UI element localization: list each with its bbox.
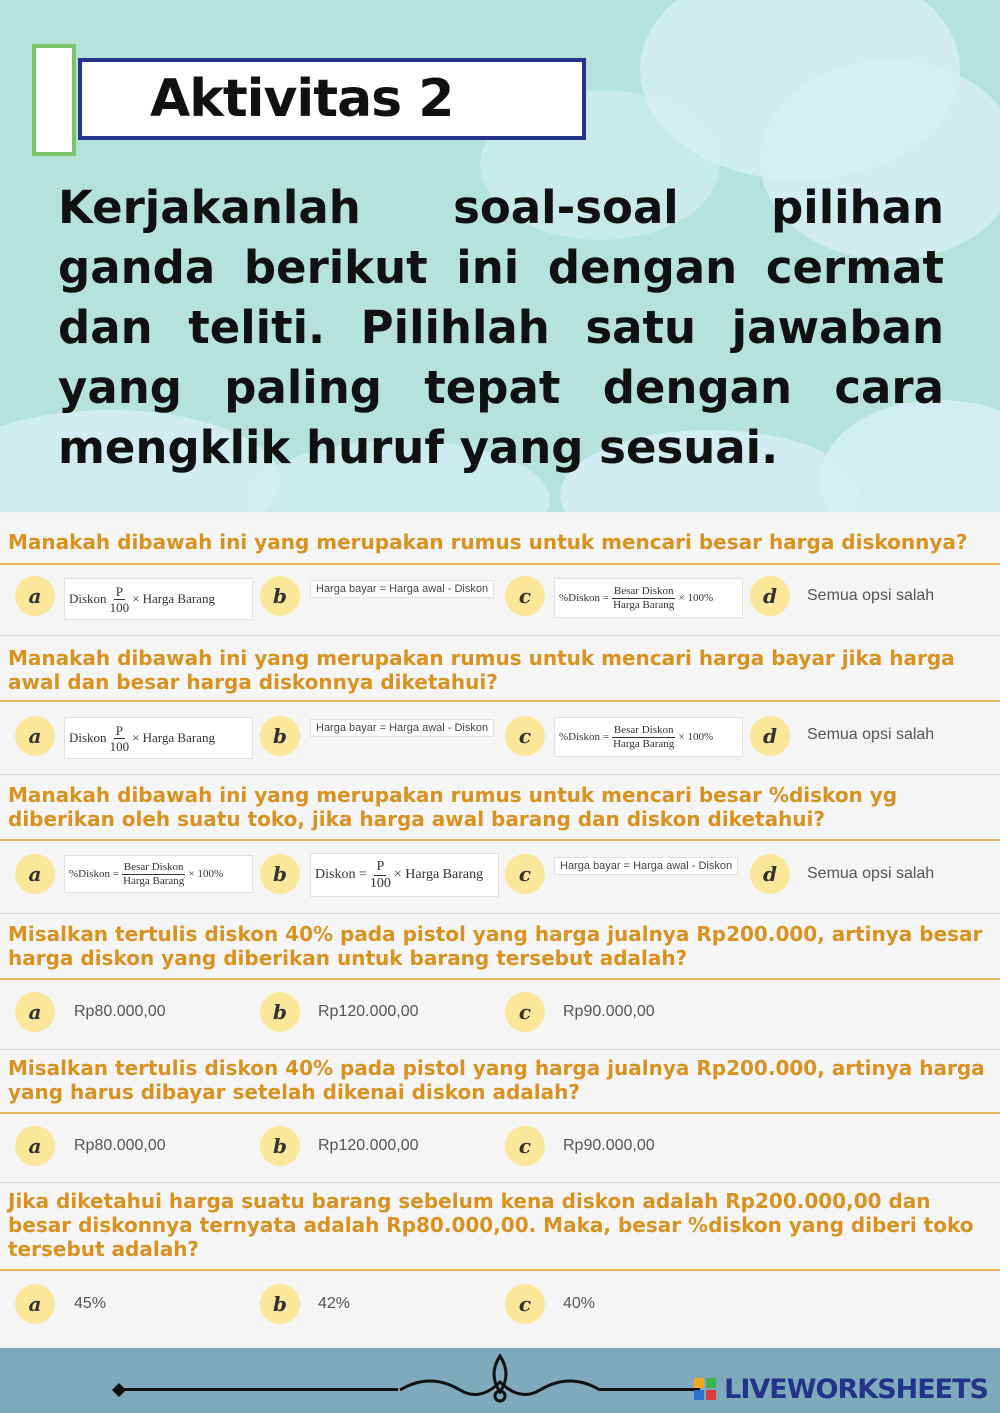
title-accent-frame (32, 44, 76, 156)
ornament-line-right (600, 1388, 700, 1391)
option-a-text: Rp80.000,00 (74, 1003, 166, 1020)
formula-part: Diskon (69, 730, 107, 745)
option-d-button[interactable]: d (750, 716, 790, 756)
option-a-button[interactable]: a (15, 1126, 55, 1166)
fraction (110, 724, 130, 753)
question-text: Manakah dibawah ini yang merupakan rumus untuk mencari besar harga diskonnya? (8, 530, 968, 554)
footer-banner (0, 1348, 1000, 1413)
formula-part: Diskon = (315, 867, 367, 882)
option-a-formula (64, 855, 253, 893)
option-c-text: Rp90.000,00 (563, 1137, 655, 1154)
fraction (110, 585, 130, 614)
title-box (78, 58, 586, 140)
option-a-formula (64, 717, 253, 759)
option-b-button[interactable]: b (260, 576, 300, 616)
question-2 (0, 636, 1000, 774)
formula-part: × Harga Barang (132, 730, 215, 745)
option-a-button[interactable]: a (15, 1284, 55, 1324)
option-c-formula (554, 578, 743, 618)
numerator: P (115, 583, 123, 599)
divider (0, 700, 1000, 702)
divider (0, 839, 1000, 841)
option-a-formula (64, 578, 253, 620)
option-b-button[interactable]: b (260, 854, 300, 894)
formula-part: %Diskon = (69, 868, 119, 880)
divider (0, 1269, 1000, 1271)
formula-part: × Harga Barang (132, 591, 215, 606)
header-banner (0, 0, 1000, 512)
option-c-button[interactable]: c (505, 854, 545, 894)
formula-part: × 100% (678, 731, 714, 743)
option-b-button[interactable]: b (260, 716, 300, 756)
option-a-button[interactable]: a (15, 716, 55, 756)
instruction-text: Kerjakanlah soal-soal pilihan ganda berikut ini dengan cermat dan teliti. Pilihlah satu jawaban yang paling tepat dengan cara mengklik huruf yang sesuai. (58, 181, 944, 474)
question-5 (0, 1050, 1000, 1182)
question-text: Misalkan tertulis diskon 40% pada pistol yang harga jualnya Rp200.000, artinya besar harga diskon yang diberikan untuk barang tersebut adalah? (8, 922, 983, 970)
divider (0, 978, 1000, 980)
option-b-button[interactable]: b (260, 1284, 300, 1324)
question-text: Manakah dibawah ini yang merupakan rumus untuk mencari besar %diskon yg diberikan oleh suatu toko, jika harga awal barang dan diskon diketahui? (8, 783, 898, 831)
option-d-text: Semua opsi salah (807, 587, 935, 604)
formula-part: %Diskon = (559, 731, 609, 743)
numerator: Besar Diskon (613, 723, 674, 736)
fraction (612, 586, 676, 611)
numerator: Besar Diskon (123, 860, 184, 873)
option-b-text: Rp120.000,00 (318, 1003, 419, 1020)
brand-logo[interactable]: LIVEWORKSHEETS (724, 1374, 988, 1405)
denominator: 100 (369, 875, 391, 891)
option-b-formula: Harga bayar = Harga awal - Diskon (310, 719, 494, 737)
option-b-text: Rp120.000,00 (318, 1137, 419, 1154)
option-c-button[interactable]: c (505, 576, 545, 616)
option-a-button[interactable]: a (15, 992, 55, 1032)
formula-part: × 100% (188, 868, 224, 880)
formula-part: × 100% (678, 592, 714, 604)
fraction (122, 862, 186, 887)
option-d-text: Semua opsi salah (807, 726, 935, 743)
option-c-button[interactable]: c (505, 716, 545, 756)
option-c-text: Rp90.000,00 (563, 1003, 655, 1020)
denominator: Harga Barang (613, 598, 675, 611)
ornament-icon (390, 1352, 610, 1412)
formula-part: × Harga Barang (393, 867, 484, 882)
numerator: P (115, 722, 123, 738)
question-4 (0, 914, 1000, 1049)
diamond-icon (112, 1383, 126, 1397)
denominator: Harga Barang (613, 737, 675, 750)
fraction (370, 860, 391, 891)
page-title: Aktivitas 2 (150, 69, 454, 129)
numerator: P (376, 858, 385, 874)
question-text: Jika diketahui harga suatu barang sebelum kena diskon adalah Rp200.000,00 dan besar diskonnya ternyata adalah Rp80.000,00. Maka, besar %diskon yang diberi toko tersebut adalah? (8, 1189, 974, 1261)
numerator: Besar Diskon (613, 584, 674, 597)
option-a-text: Rp80.000,00 (74, 1137, 166, 1154)
question-text: Misalkan tertulis diskon 40% pada pistol yang harga jualnya Rp200.000, artinya harga yang harus dibayar setelah dikenai diskon adalah? (8, 1056, 985, 1104)
question-1 (0, 520, 1000, 635)
option-a-text: 45% (74, 1295, 107, 1312)
option-c-formula (554, 717, 743, 757)
question-text: Manakah dibawah ini yang merupakan rumus untuk mencari harga bayar jika harga awal dan besar harga diskonnya diketahui? (8, 646, 955, 694)
option-d-button[interactable]: d (750, 854, 790, 894)
option-a-button[interactable]: a (15, 854, 55, 894)
formula-part: Diskon (69, 591, 107, 606)
liveworksheets-logo-icon (694, 1378, 716, 1400)
denominator: 100 (109, 738, 130, 754)
option-b-text: 42% (318, 1295, 351, 1312)
option-c-button[interactable]: c (505, 992, 545, 1032)
option-b-formula: Harga bayar = Harga awal - Diskon (310, 580, 494, 598)
option-b-formula (310, 853, 499, 897)
option-d-text: Semua opsi salah (807, 865, 935, 882)
option-d-button[interactable]: d (750, 576, 790, 616)
option-b-button[interactable]: b (260, 1126, 300, 1166)
ornament-line-left (118, 1388, 398, 1391)
option-a-button[interactable]: a (15, 576, 55, 616)
divider (0, 1112, 1000, 1114)
denominator: Harga Barang (123, 874, 185, 887)
option-c-button[interactable]: c (505, 1126, 545, 1166)
divider (0, 563, 1000, 565)
option-c-formula: Harga bayar = Harga awal - Diskon (554, 857, 738, 875)
option-c-button[interactable]: c (505, 1284, 545, 1324)
option-b-button[interactable]: b (260, 992, 300, 1032)
option-c-text: 40% (563, 1295, 596, 1312)
question-6 (0, 1183, 1000, 1339)
fraction (612, 725, 676, 750)
question-3 (0, 775, 1000, 913)
denominator: 100 (109, 599, 130, 615)
formula-part: %Diskon = (559, 592, 609, 604)
